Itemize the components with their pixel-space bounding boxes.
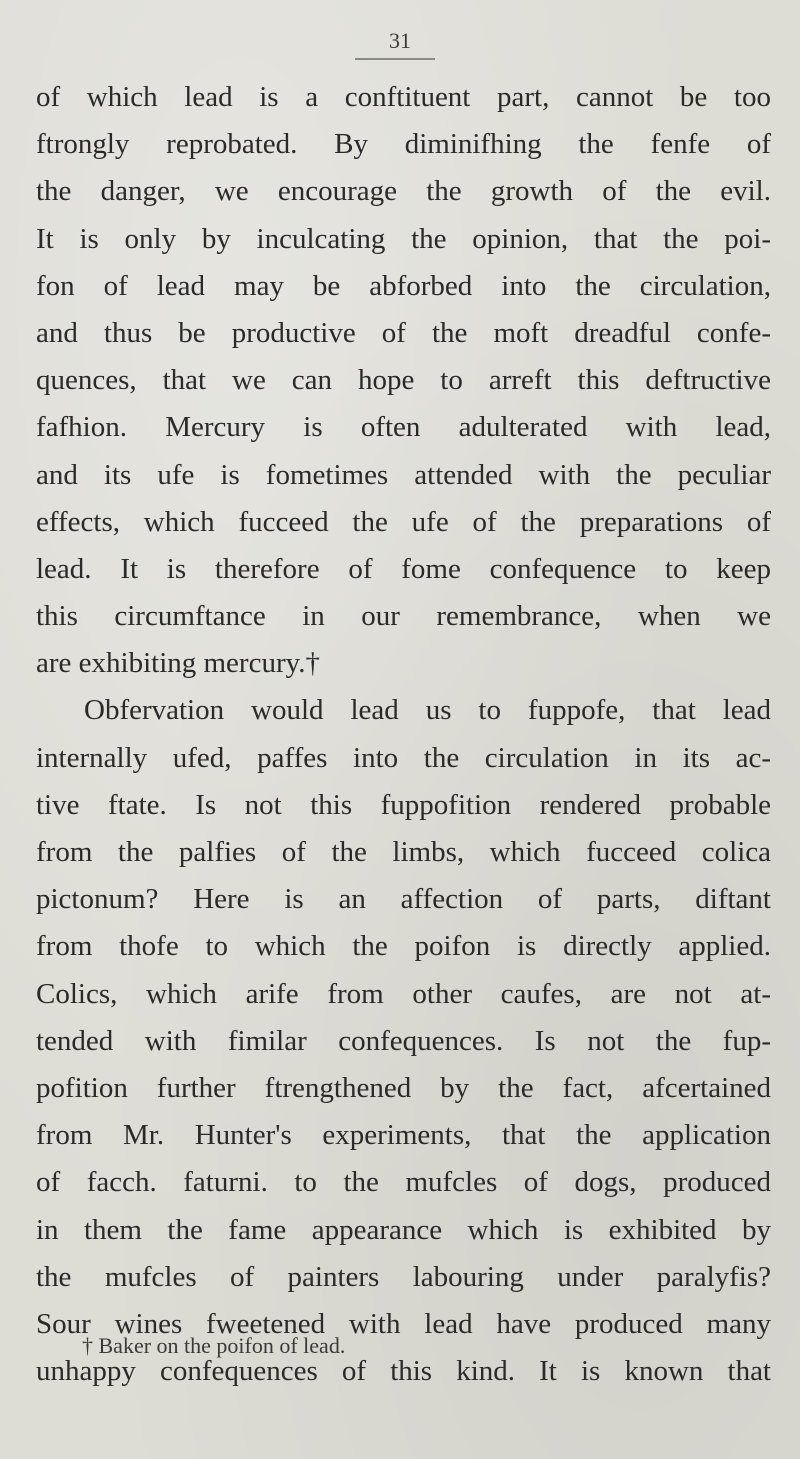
text-line: lead. It is therefore of fome confequence to keep (36, 552, 771, 585)
page-number: 31 (389, 28, 411, 53)
text-line: from thofe to which the poifon is directly applied. (36, 930, 771, 963)
text-line: pofition further ftrengthened by the fact, afcertained (36, 1071, 771, 1104)
text-line: Sour wines fweetened with lead have produced many (36, 1307, 771, 1340)
text-line: quences, that we can hope to arreft this deftructive (36, 364, 771, 397)
text-line: Colics, which arife from other caufes, are not at- (36, 977, 771, 1010)
text-line: and its ufe is fometimes attended with the peculiar (36, 458, 771, 491)
text-line: tive ftate. Is not this fuppofition rendered probable (36, 788, 771, 821)
text-line: effects, which fucceed the ufe of the preparations of (36, 505, 771, 538)
text-line: It is only by inculcating the opinion, that the poi- (36, 222, 771, 255)
text-line: internally ufed, paffes into the circulation in its ac- (36, 741, 771, 774)
text-line: the mufcles of painters labouring under paralyfis? (36, 1260, 771, 1293)
body-text (36, 74, 771, 1395)
header-rule (355, 58, 435, 60)
text-line: this circumftance in our remembrance, when we (36, 600, 771, 633)
text-line: Obfervation would lead us to fuppofe, that lead (84, 694, 771, 727)
text-line: from Mr. Hunter's experiments, that the application (36, 1119, 771, 1152)
footnote: † Baker on the poifon of lead. (82, 1333, 346, 1358)
text-line: ftrongly reprobated. By diminifhing the fenfe of (36, 128, 771, 161)
text-line: fon of lead may be abforbed into the circulation, (36, 269, 771, 302)
text-line: from the palfies of the limbs, which fucceed colica (36, 836, 771, 868)
text-line: unhappy confequences of this kind. It is known that (36, 1355, 771, 1388)
text-line: of facch. faturni. to the mufcles of dogs, produced (36, 1166, 771, 1199)
text-line: and thus be productive of the moft dreadful confe- (36, 316, 771, 349)
text-line: of which lead is a conftituent part, cannot be too (36, 81, 771, 113)
text-line: fafhion. Mercury is often adulterated with lead, (36, 411, 771, 444)
text-line: are exhibiting mercury.† (36, 647, 320, 680)
text-line: in them the fame appearance which is exhibited by (36, 1213, 771, 1246)
text-line: pictonum? Here is an affection of parts, diftant (36, 883, 771, 916)
text-line: the danger, we encourage the growth of the evil. (36, 175, 771, 208)
text-line: tended with fimilar confequences. Is not the fup- (36, 1024, 771, 1057)
